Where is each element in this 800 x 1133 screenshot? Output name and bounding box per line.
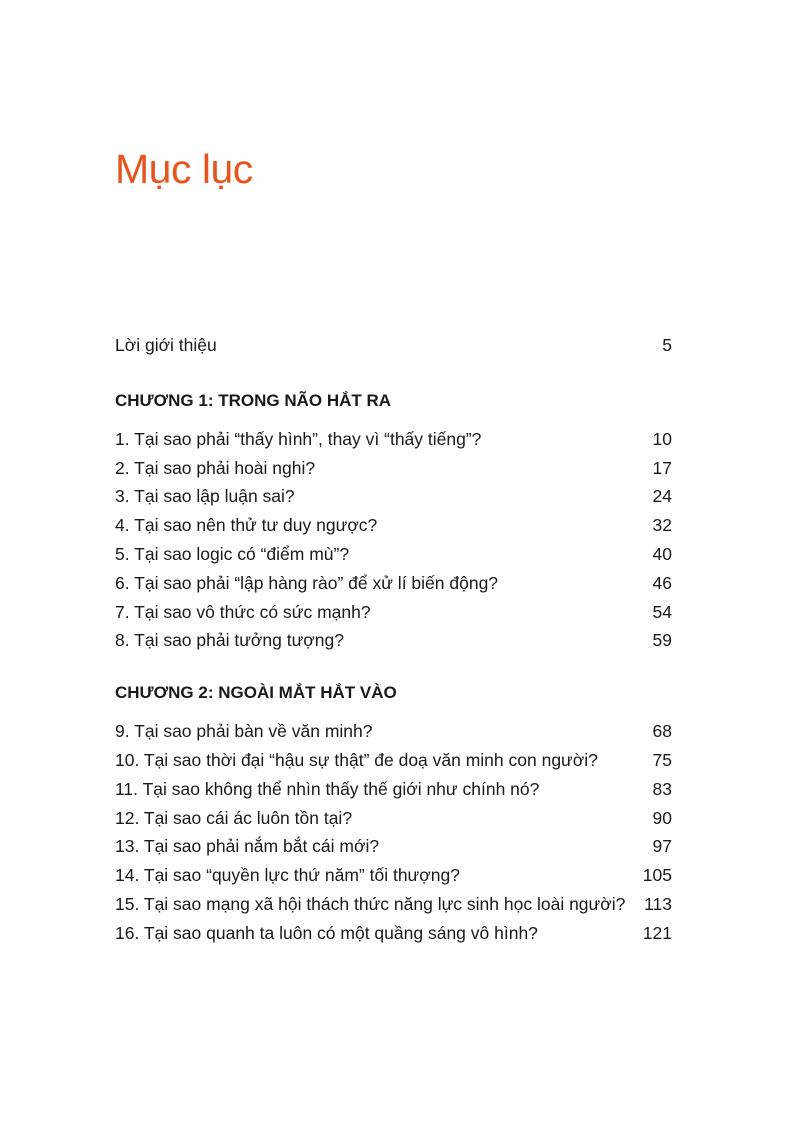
- toc-entry-page: 5: [662, 335, 672, 355]
- toc-entry-page: 40: [652, 543, 672, 564]
- toc-entry[interactable]: [115, 540, 672, 569]
- toc-entry-label: 6. Tại sao phải “lập hàng rào” để xử lí biến động?: [115, 572, 499, 593]
- toc-entry-page: 32: [652, 515, 672, 536]
- toc-entry[interactable]: [115, 626, 672, 655]
- toc-entry-page: 46: [652, 572, 672, 593]
- toc-entry-label: 15. Tại sao mạng xã hội thách thức năng lực sinh học loài người?: [115, 893, 626, 914]
- toc-entry[interactable]: [115, 746, 672, 775]
- toc-entry-page: 10: [652, 428, 672, 449]
- toc-entry[interactable]: [115, 482, 672, 511]
- toc-entry-label: 10. Tại sao thời đại “hậu sự thật” đe doạ văn minh con người?: [115, 749, 598, 770]
- toc-entry[interactable]: [115, 804, 672, 833]
- toc-entry-page: 54: [652, 601, 672, 622]
- toc-entry-intro[interactable]: [115, 331, 672, 360]
- toc-entry-page: 97: [652, 836, 672, 857]
- toc-entry[interactable]: [115, 717, 672, 746]
- toc-entry-label: 13. Tại sao phải nắm bắt cái mới?: [115, 836, 380, 857]
- chapter-2-list: [115, 717, 672, 947]
- chapter-heading-1[interactable]: CHƯƠNG 1: TRONG NÃO HẮT RA: [115, 390, 392, 410]
- toc-entry-page: 68: [652, 721, 672, 742]
- toc-entry-label: 8. Tại sao phải tưởng tượng?: [115, 630, 344, 651]
- toc-entry-label: 2. Tại sao phải hoài nghi?: [115, 457, 316, 478]
- toc-entry-label: 7. Tại sao vô thức có sức mạnh?: [115, 601, 371, 622]
- toc-entry[interactable]: [115, 569, 672, 598]
- toc-entry-page: 90: [652, 807, 672, 828]
- toc-entry-label: 3. Tại sao lập luận sai?: [115, 486, 295, 507]
- spacer: [115, 655, 672, 679]
- chapter-1-list: [115, 425, 672, 655]
- toc-entry[interactable]: [115, 919, 672, 948]
- toc-entry[interactable]: [115, 511, 672, 540]
- toc-entry[interactable]: [115, 861, 672, 890]
- toc-entry-page: 105: [642, 865, 672, 886]
- toc-entry-page: 113: [644, 893, 672, 914]
- toc-entry-page: 59: [652, 630, 672, 651]
- toc-entry-label: 5. Tại sao logic có “điểm mù”?: [115, 543, 350, 564]
- toc-entry[interactable]: [115, 890, 672, 919]
- toc-entry-label: 14. Tại sao “quyền lực thứ năm” tối thượng?: [115, 865, 460, 886]
- toc-entry-label: 16. Tại sao quanh ta luôn có một quầng sáng vô hình?: [115, 922, 538, 943]
- toc-entry[interactable]: [115, 425, 672, 454]
- toc-entry-label: 4. Tại sao nên thử tư duy ngược?: [115, 515, 378, 536]
- toc-entry-page: 75: [652, 749, 672, 770]
- toc-entry-label: 9. Tại sao phải bàn về văn minh?: [115, 721, 373, 742]
- toc-entry-page: 17: [652, 457, 672, 478]
- chapter-heading-2[interactable]: CHƯƠNG 2: NGOÀI MẮT HẮT VÀO: [115, 683, 397, 703]
- toc-entry-page: 83: [652, 778, 672, 799]
- toc-entry-label: 1. Tại sao phải “thấy hình”, thay vì “thấy tiếng”?: [115, 428, 482, 449]
- toc-entry-label: 11. Tại sao không thể nhìn thấy thế giới như chính nó?: [115, 778, 540, 799]
- toc-entry-label: Lời giới thiệu: [115, 335, 217, 355]
- toc-entry-page: 121: [642, 922, 672, 943]
- toc-entry[interactable]: [115, 454, 672, 483]
- table-of-contents: [115, 331, 672, 948]
- toc-entry[interactable]: [115, 775, 672, 804]
- toc-entry[interactable]: [115, 598, 672, 627]
- toc-entry-label: 12. Tại sao cái ác luôn tồn tại?: [115, 807, 353, 828]
- toc-entry-page: 24: [652, 486, 672, 507]
- toc-entry[interactable]: [115, 832, 672, 861]
- page-title: Mục lục: [115, 146, 253, 192]
